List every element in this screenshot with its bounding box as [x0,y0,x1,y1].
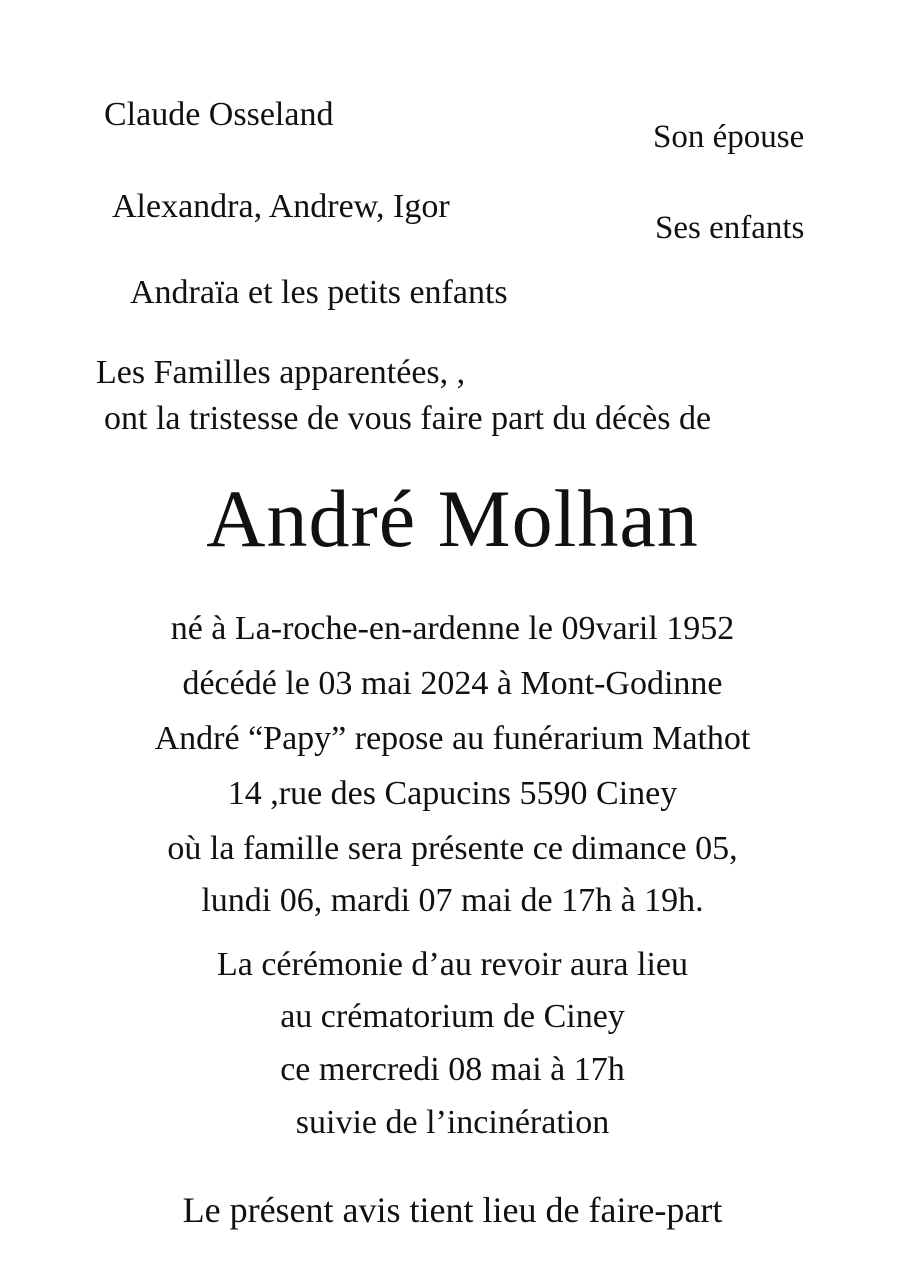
visitation-line: où la famille sera présente ce dimance 05, [167,830,738,867]
ceremony-location-line: au crématorium de Ciney [280,998,625,1035]
funeral-home-line: André “Papy” repose au funérarium Mathot [154,720,751,757]
spouse-name: Claude Osseland [104,96,334,133]
ceremony-line: La cérémonie d’au revoir aura lieu [216,946,689,983]
birth-line: né à La-roche-en-ardenne le 09varil 1952 [170,610,735,647]
announcement-line: ont la tristesse de vous faire part du décès de [104,400,712,437]
children-names: Alexandra, Andrew, Igor [112,188,450,225]
children-role: Ses enfants [655,210,805,246]
relatives-line: Les Familles apparentées, , [96,354,466,391]
grandchildren-line: Andraïa et les petits enfants [130,274,508,311]
footer-notice: Le présent avis tient lieu de faire-part [182,1190,723,1230]
deceased-name: André Molhan [206,473,699,564]
visitation-days-line: lundi 06, mardi 07 mai de 17h à 19h. [201,882,704,919]
spouse-role: Son épouse [653,119,805,155]
incineration-line: suivie de l’incinération [295,1104,610,1141]
address-line: 14 ,rue des Capucins 5590 Ciney [227,775,678,812]
ceremony-date-line: ce mercredi 08 mai à 17h [280,1051,625,1088]
death-line: décédé le 03 mai 2024 à Mont-Godinne [182,665,723,702]
